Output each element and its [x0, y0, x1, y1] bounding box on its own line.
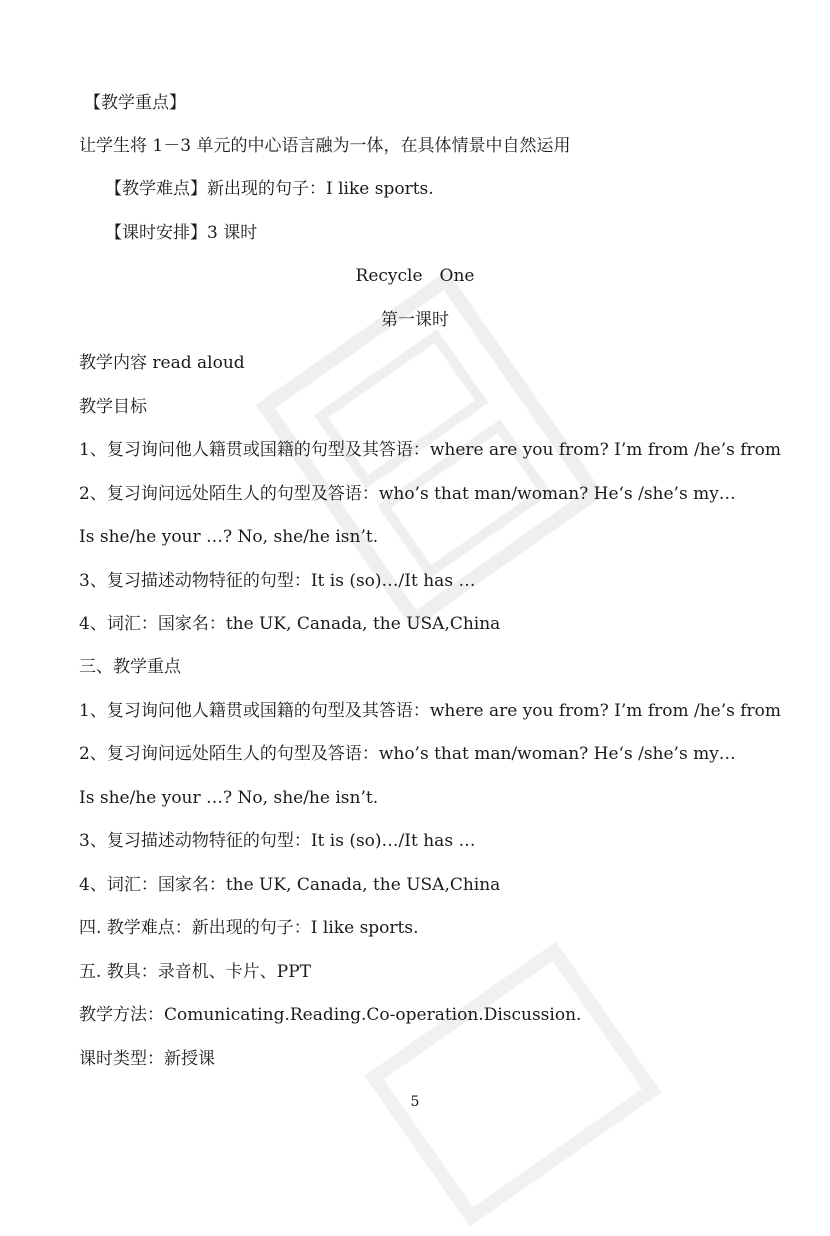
focus-item-2: 2、复习询问远处陌生人的句型及答语：who’s that man/woman? He‘s /she’s my…: [79, 744, 736, 764]
focus-item-4: 4、词汇：国家名：the UK, Canada, the USA,China: [79, 875, 501, 895]
heading-teaching-focus: 【教学重点】: [84, 93, 186, 113]
heading-teaching-objectives: 教学目标: [79, 397, 147, 417]
watermark-logo-bottom: [346, 924, 674, 1236]
objective-item-2-continued: Is she/he your …? No, she/he isn’t.: [79, 527, 379, 547]
objective-item-4: 4、词汇：国家名：the UK, Canada, the USA,China: [79, 614, 501, 634]
focus-item-2-continued: Is she/he your …? No, she/he isn’t.: [79, 788, 379, 808]
heading-section-four: 四. 教学难点：新出现的句子：I like sports.: [79, 918, 419, 938]
section-subtitle: 第一课时: [381, 310, 449, 330]
focus-item-1: 1、复习询问他人籍贯或国籍的句型及其答语：where are you from? I’m from /he’s from: [79, 701, 782, 721]
heading-section-three: 三、教学重点: [79, 657, 181, 677]
section-title: Recycle One: [355, 266, 475, 286]
heading-section-five: 五. 教具：录音机、卡片、PPT: [79, 962, 312, 982]
paragraph-lesson-type: 课时类型：新授课: [79, 1049, 215, 1069]
focus-item-3: 3、复习描述动物特征的句型：It is (so)…/It has …: [79, 831, 476, 851]
paragraph-lesson-arrangement: 【课时安排】3 课时: [105, 223, 258, 243]
paragraph-teaching-content: 教学内容 read aloud: [79, 353, 245, 373]
paragraph-teaching-difficulty: 【教学难点】新出现的句子：I like sports.: [105, 179, 434, 199]
objective-item-2: 2、复习询问远处陌生人的句型及答语：who’s that man/woman? He‘s /she’s my…: [79, 484, 736, 504]
objective-item-1: 1、复习询问他人籍贯或国籍的句型及其答语：where are you from? I’m from /he’s from: [79, 440, 782, 460]
page-number: 5: [410, 1094, 420, 1110]
objective-item-3: 3、复习描述动物特征的句型：It is (so)…/It has …: [79, 571, 476, 591]
paragraph-teaching-methods: 教学方法：Comunicating.Reading.Co-operation.Discussion.: [79, 1005, 582, 1025]
paragraph-focus-description: 让学生将 1－3 单元的中心语言融为一体，在具体情景中自然运用: [79, 136, 571, 156]
